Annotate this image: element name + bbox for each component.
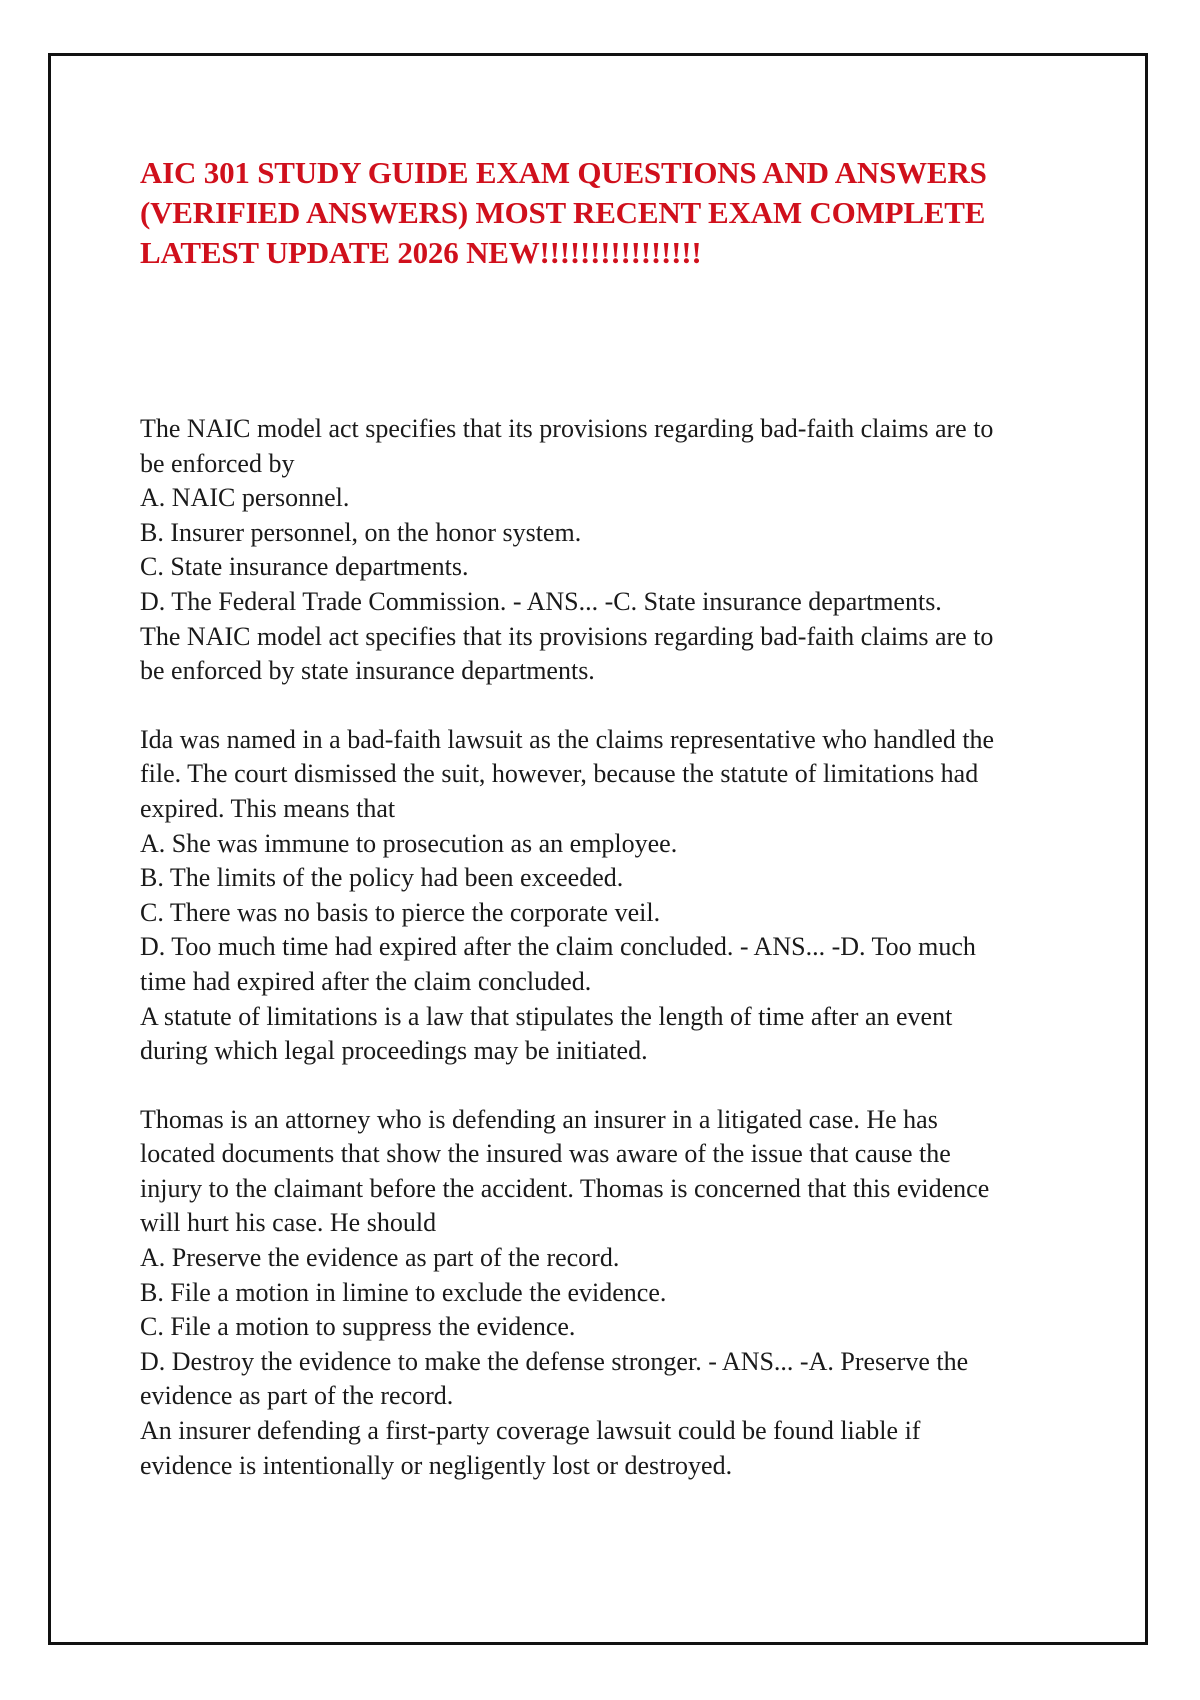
explanation-text: The NAIC model act specifies that its provisions regarding bad-faith claims are to bbox=[140, 621, 994, 651]
answer-option: D. Too much time had expired after the claim concluded. - ANS... -D. Too much bbox=[140, 932, 976, 962]
question-text: will hurt his case. He should bbox=[140, 1208, 437, 1238]
question-text: The NAIC model act specifies that its provisions regarding bad-faith claims are to bbox=[140, 414, 994, 443]
question-text: located documents that show the insured was aware of the issue that cause the bbox=[140, 1139, 951, 1169]
answer-option: B. The limits of the policy had been exceeded. bbox=[140, 863, 624, 893]
title-line: AIC 301 STUDY GUIDE EXAM QUESTIONS AND ANSWERS bbox=[140, 155, 987, 190]
answer-option: D. Destroy the evidence to make the defense stronger. - ANS... -A. Preserve the bbox=[140, 1346, 969, 1376]
answer-option: A. Preserve the evidence as part of the record. bbox=[140, 1243, 620, 1273]
answer-option: C. State insurance departments. bbox=[140, 552, 469, 582]
title-line: LATEST UPDATE 2026 NEW!!!!!!!!!!!!!!!! bbox=[140, 235, 702, 270]
answer-option: C. There was no basis to pierce the corporate veil. bbox=[140, 897, 661, 927]
answer-option: B. File a motion in limine to exclude the evidence. bbox=[140, 1277, 667, 1307]
answer-option: C. File a motion to suppress the evidence. bbox=[140, 1312, 576, 1342]
explanation-text: A statute of limitations is a law that stipulates the length of time after an event bbox=[140, 1001, 953, 1031]
question-text: Ida was named in a bad-faith lawsuit as the claims representative who handled the bbox=[140, 724, 995, 754]
explanation-text: be enforced by state insurance departments. bbox=[140, 656, 595, 686]
document-body bbox=[140, 412, 1080, 1517]
question-text: expired. This means that bbox=[140, 793, 396, 823]
question-text: be enforced by bbox=[140, 448, 295, 478]
title-line: (VERIFIED ANSWERS) MOST RECENT EXAM COMPLETE bbox=[140, 195, 986, 230]
explanation-text: during which legal proceedings may be initiated. bbox=[140, 1036, 648, 1066]
answer-option: D. The Federal Trade Commission. - ANS... -C. State insurance departments. bbox=[140, 586, 942, 616]
document-title bbox=[140, 153, 1100, 273]
question-text: file. The court dismissed the suit, however, because the statute of limitations had bbox=[140, 759, 979, 789]
answer-option: A. She was immune to prosecution as an employee. bbox=[140, 828, 678, 858]
question-text: Thomas is an attorney who is defending an insurer in a litigated case. He has bbox=[140, 1104, 938, 1134]
explanation-text: An insurer defending a first-party coverage lawsuit could be found liable if bbox=[140, 1416, 921, 1446]
answer-text: time had expired after the claim concluded. bbox=[140, 966, 592, 996]
answer-text: evidence as part of the record. bbox=[140, 1381, 454, 1411]
question-block-1 bbox=[140, 412, 1080, 689]
explanation-text: evidence is intentionally or negligently lost or destroyed. bbox=[140, 1450, 733, 1480]
question-block-3 bbox=[140, 1103, 1080, 1484]
answer-option: A. NAIC personnel. bbox=[140, 483, 350, 513]
answer-option: B. Insurer personnel, on the honor system. bbox=[140, 517, 582, 547]
question-block-2 bbox=[140, 723, 1080, 1069]
question-text: injury to the claimant before the accident. Thomas is concerned that this evidence bbox=[140, 1173, 990, 1203]
